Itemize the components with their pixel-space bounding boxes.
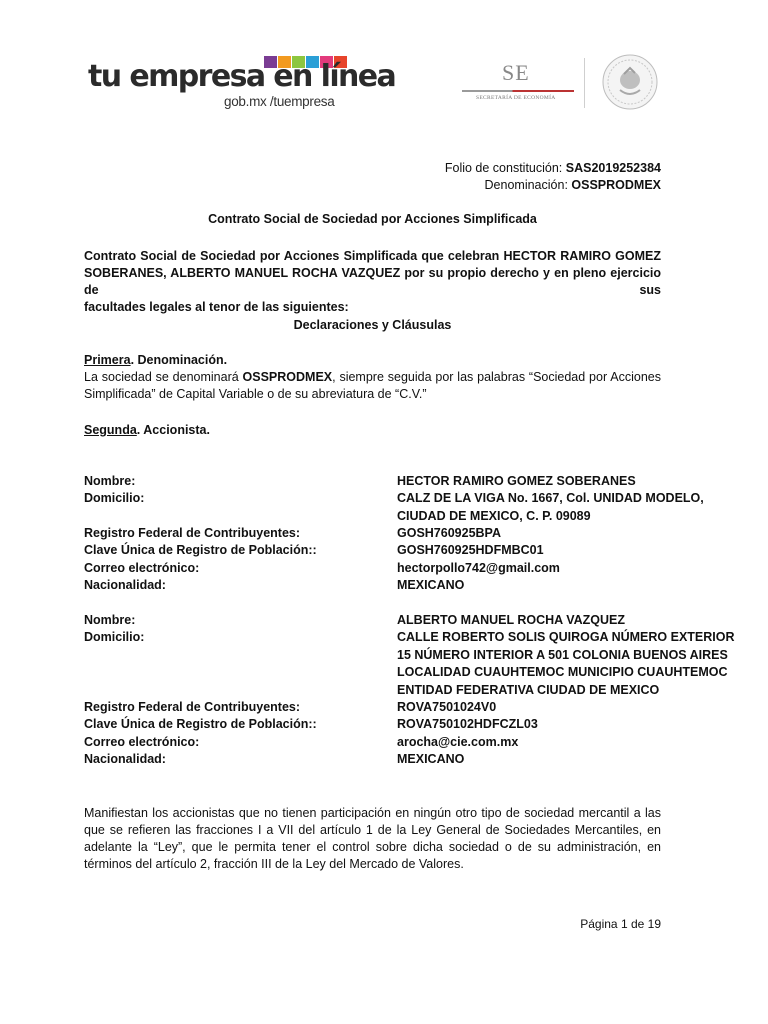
se-logo-text: SE xyxy=(502,60,530,85)
accionista-2-rfc-row: Registro Federal de Contribuyentes: ROVA7501024V0 xyxy=(84,700,497,714)
accionista-2-correo-row: Correo electrónico: arocha@cie.com.mx xyxy=(84,735,519,749)
folio-value: SAS2019252384 xyxy=(565,161,661,175)
mexico-seal-icon xyxy=(602,54,658,110)
accionista-2-domicilio-row: Domicilio: CALLE ROBERTO SOLIS QUIROGA NÚMERO EXTERIOR xyxy=(84,630,735,644)
primera-line: Simplificada” de Capital Variable o de su abreviatura de “C.V.” xyxy=(84,387,427,401)
header-divider xyxy=(584,58,585,108)
accionista-1-domicilio-row: Domicilio: CALZ DE LA VIGA No. 1667, Col. UNIDAD MODELO, xyxy=(84,491,704,505)
accionista-2-domicilio-row-3: LOCALIDAD CUAUHTEMOC MUNICIPIO CUAUHTEMOC xyxy=(397,665,728,679)
accionista-2-nacionalidad-row: Nacionalidad: MEXICANO xyxy=(84,752,465,766)
se-logo-subtitle: SECRETARÍA DE ECONOMÍA xyxy=(476,95,556,101)
folio-label: Folio de constitución: xyxy=(444,161,566,175)
denominacion-line xyxy=(485,178,661,192)
accionista-1-curp-row: Clave Única de Registro de Población:: GOSH760925HDFMBC01 xyxy=(84,543,544,557)
clausula-primera xyxy=(84,352,661,403)
denominacion-label: Denominación: xyxy=(484,178,572,192)
manifiestan-paragraph xyxy=(84,805,661,873)
document-title: Contrato Social de Sociedad por Acciones Simplificada xyxy=(208,212,537,226)
segunda-heading: Segunda. Accionista. xyxy=(84,423,210,437)
manifiestan-line: que se refieren las fracciones I a VII del artículo 1 de la Ley General de Sociedades Mercantiles, en xyxy=(84,823,661,837)
logo-subtitle: gob.mx /tuempresa xyxy=(224,94,335,109)
tu-empresa-logo xyxy=(88,56,396,114)
intro-line: Contrato Social de Sociedad por Acciones Simplificada que celebran HECTOR RAMIRO GOMEZ xyxy=(84,249,661,263)
folio-line xyxy=(445,161,661,175)
intro-paragraph xyxy=(84,248,661,316)
accionista-2-nombre-row: Nombre: ALBERTO MANUEL ROCHA VAZQUEZ xyxy=(84,613,626,627)
manifiestan-line: adelante la “Ley”, que le permita tener el control sobre dicha sociedad o de su administración, en xyxy=(84,840,661,854)
accionista-1-domicilio-row-2: CIUDAD DE MEXICO, C. P. 09089 xyxy=(397,509,591,523)
accionista-2-curp-row: Clave Única de Registro de Población:: ROVA750102HDFCZL03 xyxy=(84,717,538,731)
se-logo xyxy=(462,58,574,106)
intro-line: SOBERANES, ALBERTO MANUEL ROCHA VAZQUEZ por su propio derecho y en pleno ejercicio de sus xyxy=(84,266,661,297)
primera-heading: Primera. Denominación. xyxy=(84,353,228,367)
logo-wordmark: tu empresa en línea xyxy=(88,59,396,94)
accionista-1-correo-row: Correo electrónico: hectorpollo742@gmail.com xyxy=(84,561,560,575)
accionista-1-nacionalidad-row: Nacionalidad: MEXICANO xyxy=(84,578,465,592)
manifiestan-line: Manifiestan los accionistas que no tienen participación en ningún otro tipo de sociedad mercantil a las xyxy=(84,806,661,820)
accionista-1-rfc-row: Registro Federal de Contribuyentes: GOSH760925BPA xyxy=(84,526,501,540)
intro-line: facultades legales al tenor de las siguientes: xyxy=(84,300,349,314)
primera-line: La sociedad se denominará OSSPRODMEX, siempre seguida por las palabras “Sociedad por Acciones xyxy=(84,370,661,384)
accionista-2-domicilio-row-4: ENTIDAD FEDERATIVA CIUDAD DE MEXICO xyxy=(397,683,660,697)
denominacion-value: OSSPRODMEX xyxy=(571,178,661,192)
accionista-2-domicilio-row-2: 15 NÚMERO INTERIOR A 501 COLONIA BUENOS AIRES xyxy=(397,648,728,662)
clausula-segunda xyxy=(84,422,661,439)
accionista-1-nombre-row: Nombre: HECTOR RAMIRO GOMEZ SOBERANES xyxy=(84,474,636,488)
declaraciones-title: Declaraciones y Cláusulas xyxy=(293,318,452,332)
page-number: Página 1 de 19 xyxy=(580,917,661,931)
se-logo-line xyxy=(462,90,574,92)
manifiestan-line: términos del artículo 2, fracción III de la Ley del Mercado de Valores. xyxy=(84,857,464,871)
